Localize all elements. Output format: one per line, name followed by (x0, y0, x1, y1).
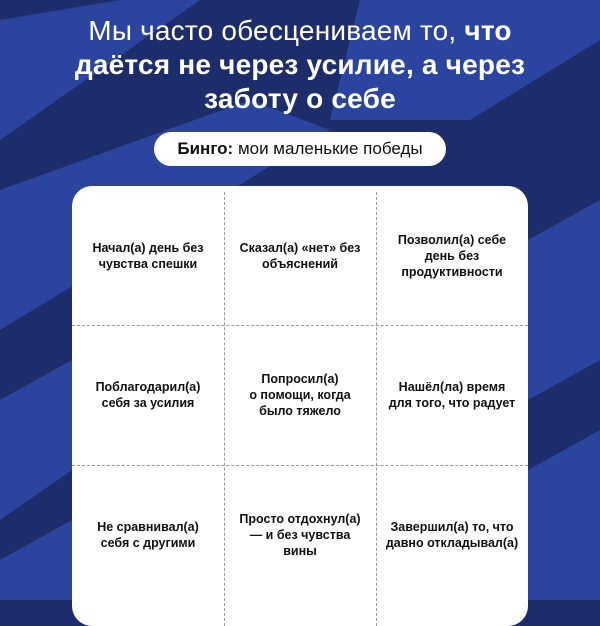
cell-text: день без (424, 248, 480, 263)
bingo-cell[interactable] (224, 325, 376, 465)
subtitle-pill (154, 132, 446, 166)
cell-text: Не сравнивал(а) (97, 520, 199, 534)
title-bold-text-3: заботу о себе (204, 83, 396, 114)
cell-text: было тяжело (259, 404, 341, 418)
bingo-cell[interactable] (72, 465, 224, 605)
subtitle-text: мои маленькие победы (233, 139, 423, 158)
bingo-cell[interactable] (224, 186, 376, 325)
bingo-grid (72, 186, 528, 626)
bingo-cell[interactable] (72, 325, 224, 465)
bingo-card (72, 186, 528, 626)
cell-text: Просто отдохнул(а) (239, 512, 361, 526)
bingo-cell[interactable] (224, 465, 376, 605)
title-bold-text-2: даётся не через усилие, а через (74, 49, 526, 80)
cell-text: Завершил(а) то, что (390, 520, 514, 534)
cell-text: Начал(а) день без (92, 240, 204, 255)
title-line-1 (0, 14, 600, 48)
cell-text: — и без чувства (249, 528, 351, 542)
cell-text: продуктивности (401, 264, 503, 279)
cell-text: Сказал(а) «нет» без (239, 240, 361, 255)
cell-text: чувства спешки (98, 256, 198, 271)
cell-text: вины (283, 544, 317, 558)
bingo-cell[interactable] (72, 186, 224, 325)
bingo-cell[interactable] (376, 325, 528, 465)
cell-text: себя за усилия (101, 396, 195, 410)
cell-text: Нашёл(ла) время (398, 380, 506, 394)
cell-text: объяснений (262, 256, 338, 271)
title-line-3 (0, 82, 600, 116)
title-regular-text: Мы часто обесцениваем то, (88, 15, 465, 46)
subtitle-bold: Бинго: (177, 139, 234, 158)
cell-text: давно откладывал(а) (385, 536, 519, 550)
cell-text: Поблагодарил(а) (95, 380, 201, 394)
title-bold-text: что (464, 15, 512, 46)
cell-text: Попросил(а) (261, 372, 339, 386)
bingo-cell[interactable] (376, 186, 528, 325)
cell-text: для того, что радует (388, 396, 516, 410)
cell-text: себя с другими (100, 536, 196, 550)
cell-text: Позволил(а) себе (397, 232, 507, 247)
bingo-cell[interactable] (376, 465, 528, 605)
cell-text: о помощи, когда (249, 388, 351, 402)
title-line-2 (0, 48, 600, 82)
page-title (0, 14, 600, 116)
